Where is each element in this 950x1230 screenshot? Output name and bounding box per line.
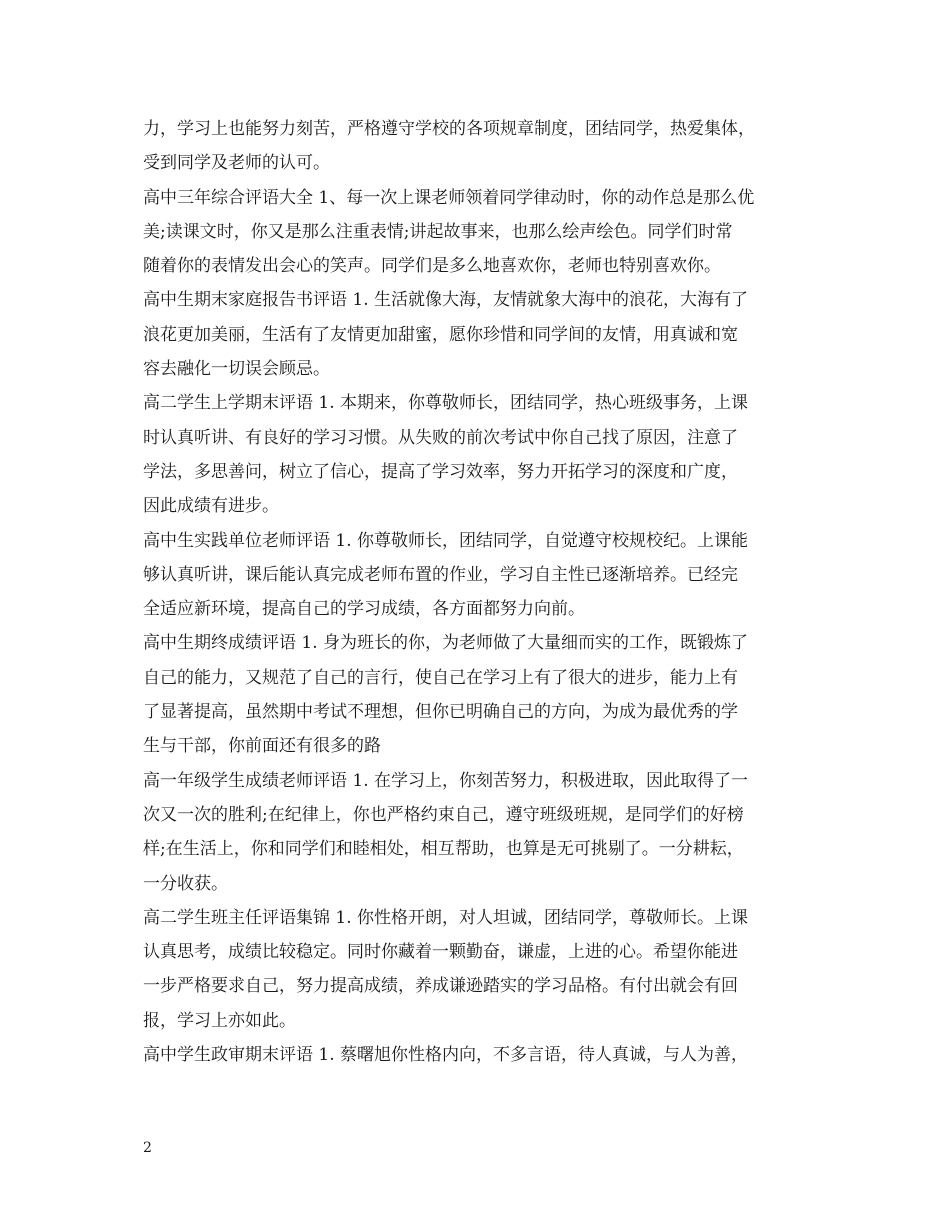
text-line: 高一年级学生成绩老师评语 1. 在学习上，你刻苦努力，积极进取，因此取得了一 bbox=[143, 770, 749, 791]
paragraph bbox=[143, 283, 813, 386]
text-line: 样;在生活上，你和同学们和睦相处，相互帮助，也算是无可挑剔了。一分耕耘， bbox=[143, 839, 744, 860]
paragraph bbox=[143, 112, 813, 181]
text-line: 高二学生班主任评语集锦 1. 你性格开朗，对人坦诚，团结同学，尊敬师长。上课 bbox=[143, 907, 749, 928]
text-line: 高中学生政审期末评语 1. 蔡曙旭你性格内向，不多言语，待人真诚，与人为善， bbox=[143, 1045, 749, 1066]
text-line: 够认真听讲，课后能认真完成老师布置的作业，学习自主性已逐渐培养。已经完 bbox=[143, 564, 738, 585]
text-line: 自己的能力，又规范了自己的言行，使自己在学习上有了很大的进步，能力上有 bbox=[143, 667, 738, 688]
text-line: 学法，多思善问，树立了信心，提高了学习效率，努力开拓学习的深度和广度， bbox=[143, 461, 738, 482]
text-line: 美;读课文时，你又是那么注重表情;讲起故事来，也那么绘声绘色。同学们时常 bbox=[143, 221, 733, 242]
text-line: 高中生实践单位老师评语 1. 你尊敬师长，团结同学，自觉遵守校规校纪。上课能 bbox=[143, 530, 749, 551]
text-line: 一分收获。 bbox=[143, 873, 228, 894]
text-line: 高中生期末家庭报告书评语 1. 生活就像大海，友情就象大海中的浪花，大海有了 bbox=[143, 290, 749, 311]
text-line: 因此成绩有进步。 bbox=[143, 496, 279, 517]
paragraph bbox=[143, 524, 813, 627]
text-line: 全适应新环境，提高自己的学习成绩，各方面都努力向前。 bbox=[143, 599, 585, 620]
text-line: 了显著提高，虽然期中考试不理想，但你已明确自己的方向，为成为最优秀的学 bbox=[143, 702, 738, 723]
paragraph bbox=[143, 181, 813, 284]
text-line: 力，学习上也能努力刻苦，严格遵守学校的各项规章制度，团结同学，热爱集体， bbox=[143, 119, 755, 139]
text-line: 容去融化一切误会顾忌。 bbox=[143, 359, 330, 380]
text-line: 一步严格要求自己，努力提高成绩，养成谦逊踏实的学习品格。有付出就会有回 bbox=[143, 976, 738, 997]
text-line: 受到同学及老师的认可。 bbox=[143, 153, 330, 174]
paragraph bbox=[143, 1038, 813, 1072]
text-line: 高中三年综合评语大全 1、每一次上课老师领着同学律动时，你的动作总是那么优 bbox=[143, 187, 755, 208]
text-line: 高二学生上学期末评语 1. 本期来，你尊敬师长，团结同学，热心班级事务，上课 bbox=[143, 393, 749, 414]
text-line: 次又一次的胜利;在纪律上，你也严格约束自己，遵守班级班规，是同学们的好榜 bbox=[143, 804, 744, 825]
text-line: 认真思考，成绩比较稳定。同时你藏着一颗勤奋，谦虚，上进的心。希望你能进 bbox=[143, 942, 738, 963]
body-text bbox=[143, 112, 813, 1072]
text-line: 随着你的表情发出会心的笑声。同学们是多么地喜欢你，老师也特别喜欢你。 bbox=[143, 256, 721, 277]
text-line: 生与干部，你前面还有很多的路 bbox=[143, 736, 381, 757]
paragraph bbox=[143, 626, 813, 763]
text-line: 时认真听讲、有良好的学习习惯。从失败的前次考试中你自己找了原因，注意了 bbox=[143, 427, 738, 448]
paragraph bbox=[143, 764, 813, 901]
text-line: 高中生期终成绩评语 1. 身为班长的你，为老师做了大量细而实的工作，既锻炼了 bbox=[143, 633, 749, 654]
text-line: 报，学习上亦如此。 bbox=[143, 1010, 296, 1031]
paragraph bbox=[143, 386, 813, 523]
text-line: 浪花更加美丽，生活有了友情更加甜蜜，愿你珍惜和同学间的友情，用真诚和宽 bbox=[143, 324, 738, 345]
page-number: 2 bbox=[143, 1140, 152, 1156]
paragraph bbox=[143, 901, 813, 1038]
